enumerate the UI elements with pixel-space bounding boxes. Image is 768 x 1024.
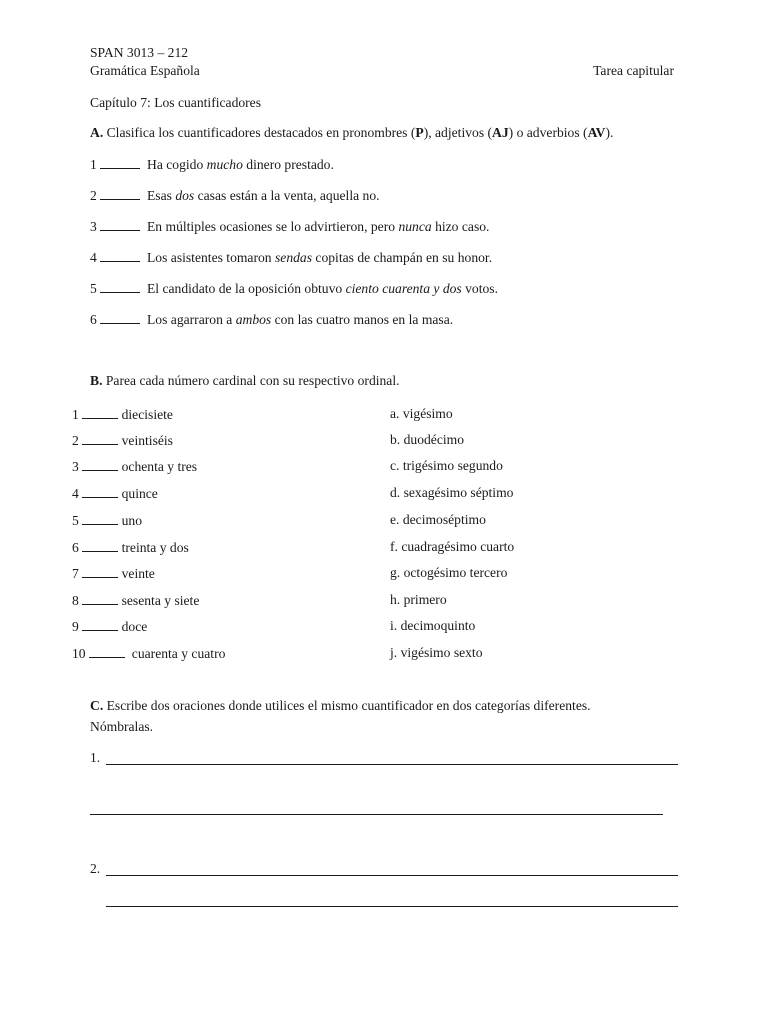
answer-blank[interactable]	[100, 156, 140, 169]
answer-blank[interactable]	[82, 592, 118, 605]
answer-blank[interactable]	[100, 311, 140, 324]
cardinal-item: 9 doce	[72, 619, 148, 634]
answer-blank[interactable]	[82, 458, 118, 471]
cardinal-item: 1 diecisiete	[72, 407, 173, 422]
ordinal-item: h. primero	[390, 592, 447, 607]
section-c-letter: C.	[90, 698, 104, 713]
cardinal-item: 2 veintiséis	[72, 433, 173, 448]
list-item: 2 Esas dos casas están a la venta, aquella no.	[90, 188, 380, 203]
cardinal-item: 4 quince	[72, 486, 158, 501]
cardinal-item: 6 treinta y dos	[72, 540, 189, 555]
list-item: 4 Los asistentes tomaron sendas copitas de champán en su honor.	[90, 250, 493, 265]
section-b-instructions: B. Parea cada número cardinal con su respectivo ordinal.	[90, 373, 400, 388]
answer-2-line-2[interactable]	[106, 906, 678, 907]
tag-aj: AJ	[492, 125, 509, 140]
answer-1-label: 1.	[90, 750, 101, 765]
ordinal-item: c. trigésimo segundo	[390, 458, 503, 473]
answer-blank[interactable]	[82, 565, 118, 578]
subject-title: Gramática Española	[90, 63, 200, 78]
list-item: 1 Ha cogido mucho dinero prestado.	[90, 157, 334, 172]
answer-2-line[interactable]	[106, 875, 678, 876]
ordinal-item: a. vigésimo	[390, 406, 453, 421]
tag-p: P	[415, 125, 424, 140]
ordinal-item: i. decimoquinto	[390, 618, 476, 633]
answer-blank[interactable]	[100, 249, 140, 262]
answer-blank[interactable]	[82, 618, 118, 631]
list-item: 5 El candidato de la oposición obtuvo ciento cuarenta y dos votos.	[90, 281, 498, 296]
section-c-instructions: C. Escribe dos oraciones donde utilices el mismo cuantificador en dos categorías diferentes.	[90, 698, 591, 713]
chapter-title: Capítulo 7: Los cuantificadores	[90, 95, 262, 110]
answer-blank[interactable]	[82, 406, 118, 419]
answer-blank[interactable]	[100, 187, 140, 200]
ordinal-item: f. cuadragésimo cuarto	[390, 539, 515, 554]
ordinal-item: j. vigésimo sexto	[390, 645, 483, 660]
answer-1-line-2[interactable]	[90, 814, 663, 815]
tag-av: AV	[587, 125, 606, 140]
cardinal-item: 5 uno	[72, 513, 142, 528]
cardinal-item: 8 sesenta y siete	[72, 593, 200, 608]
section-b-letter: B.	[90, 373, 103, 388]
section-a-instructions: A. Clasifica los cuantificadores destacados en pronombres (P), adjetivos (AJ) o adverbios (AV).	[90, 125, 614, 140]
ordinal-item: g. octogésimo tercero	[390, 565, 508, 580]
list-item: 3 En múltiples ocasiones se lo advirtieron, pero nunca hizo caso.	[90, 219, 490, 234]
cardinal-item: 7 veinte	[72, 566, 155, 581]
cardinal-item: 10 cuarenta y cuatro	[72, 646, 226, 661]
course-code: SPAN 3013 – 212	[90, 45, 189, 60]
answer-blank[interactable]	[100, 218, 140, 231]
cardinal-item: 3 ochenta y tres	[72, 459, 198, 474]
ordinal-item: d. sexagésimo séptimo	[390, 485, 514, 500]
answer-blank[interactable]	[89, 645, 125, 658]
answer-blank[interactable]	[100, 280, 140, 293]
answer-blank[interactable]	[82, 485, 118, 498]
section-c-instructions-cont: Nómbralas.	[90, 719, 154, 734]
answer-blank[interactable]	[82, 539, 118, 552]
assignment-title: Tarea capitular	[593, 63, 674, 78]
answer-1-line[interactable]	[106, 764, 678, 765]
answer-2-label: 2.	[90, 861, 101, 876]
ordinal-item: e. decimoséptimo	[390, 512, 486, 527]
answer-blank[interactable]	[82, 432, 118, 445]
ordinal-item: b. duodécimo	[390, 432, 464, 447]
list-item: 6 Los agarraron a ambos con las cuatro manos en la masa.	[90, 312, 454, 327]
section-a-letter: A.	[90, 125, 104, 140]
answer-blank[interactable]	[82, 512, 118, 525]
